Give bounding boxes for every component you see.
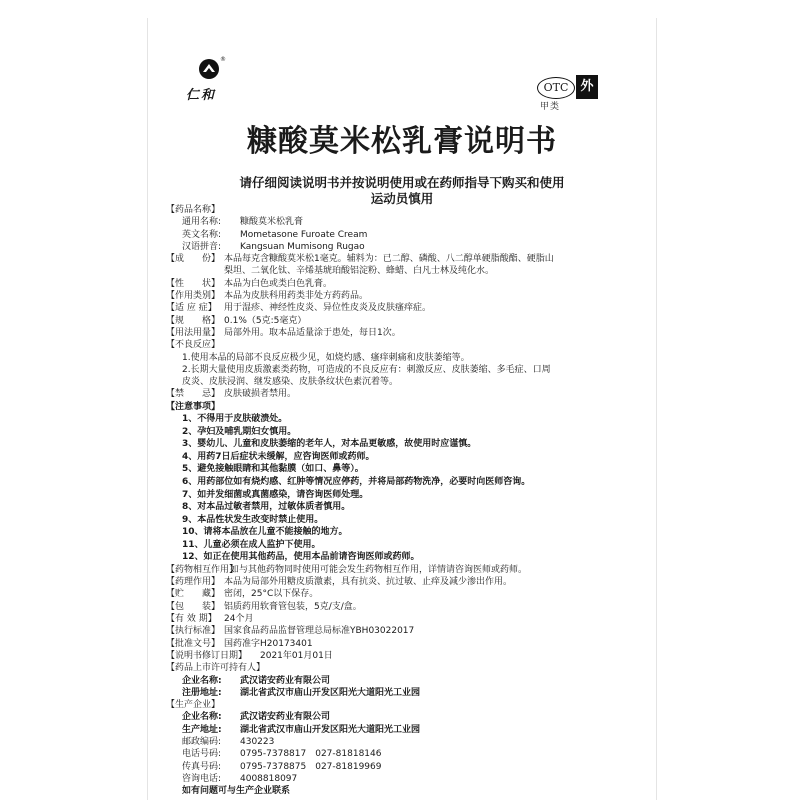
composition-row: 【成 份】 本品每克含糠酸莫米松1毫克。辅料为：已二醇、磷酸、八二醇单硬脂酸酯、硬脂山 (166, 254, 554, 265)
brand-logo (184, 54, 236, 114)
hotline-row: 咨询电话: 4008818097 (182, 773, 298, 784)
english-name-row: 英文名称: Mometasone Furoate Cream (182, 229, 368, 240)
revision-row: 【说明书修订日期】 2021年01月01日 (166, 650, 333, 661)
manufacturer-address-row: 生产地址: 湖北省武汉市庙山开发区阳光大道阳光工业园 (182, 724, 421, 735)
standard-row: 【执行标准】 国家食品药品监督管理总局标准YBH03022017 (166, 626, 415, 637)
zip-row: 邮政编码: 430223 (182, 737, 275, 748)
otc-class: 甲类 (540, 102, 561, 112)
drug-name-header: 【药品名称】 (166, 205, 221, 215)
precaution-item: 4、用药7日后症状未缓解，应咨询医师或药师。 (182, 451, 375, 462)
usage-notice: 请仔细阅读说明书并按说明使用或在药师指导下购买和使用 (239, 175, 565, 190)
storage-row: 【贮 藏】 密闭，25°C以下保存。 (166, 589, 319, 600)
precaution-item: 7、如并发细菌或真菌感染，请咨询医师处理。 (182, 489, 369, 500)
precaution-item: 11、儿童必须在成人监护下使用。 (182, 539, 321, 550)
precautions-section (166, 401, 646, 564)
adverse-item-2-cont: 皮炎、皮肤浸润、继发感染、皮肤条纹状色素沉着等。 (182, 377, 399, 388)
pharmacology-row: 【药理作用】 本品为局部外用糖皮质激素，具有抗炎、抗过敏、止痒及减少渗出作用。 (166, 577, 513, 588)
otc-badge (537, 75, 594, 119)
document-title: 糠酸莫米松乳膏说明书 (247, 124, 557, 159)
manufacturer-header: 【生产企业】 (166, 700, 221, 711)
precaution-item: 10、请将本品放在儿童不能接触的地方。 (182, 527, 348, 538)
approval-row: 【批准文号】 国药准字H20173401 (166, 638, 313, 649)
manufacturer-name-row: 企业名称: 武汉诺安药业有限公司 (182, 712, 331, 723)
holder-header: 【药品上市许可持有人】 (166, 663, 266, 674)
precaution-item: 12、如正在使用其他药品，使用本品前请咨询医师或药师。 (182, 552, 420, 563)
precaution-item: 9、本品性状发生改变时禁止使用。 (182, 514, 324, 525)
leaflet-body (166, 204, 646, 798)
package-row: 【包 装】 铝质药用软膏管包装，5克/支/盒。 (166, 601, 362, 612)
holder-name-row: 企业名称: 武汉诺安药业有限公司 (182, 675, 331, 686)
category-row: 【作用类别】 本品为皮肤科用药类非处方药药品。 (166, 291, 369, 302)
precaution-item: 8、对本品过敏者禁用，过敏体质者慎用。 (182, 502, 351, 513)
precaution-item: 2、孕妇及哺乳期妇女慎用。 (182, 426, 297, 437)
phone-row: 电话号码: 0795-7378817 027-81818146 (182, 749, 382, 760)
composition-row-cont: 梨坦、二氧化钛、辛烯基琥珀酸铝淀粉、蜂蜡、白凡士林及纯化水。 (224, 266, 495, 277)
interactions-row: 【药物相互作用】如与其他药物同时使用可能会发生药物相互作用，详情请咨询医师或药师。 (166, 564, 528, 575)
footer-contact: 如有问题可与生产企业联系 (182, 786, 291, 797)
contraindications-row: 【禁 忌】 皮肤破损者禁用。 (166, 389, 297, 400)
properties-row: 【性 状】 本品为白色或类白色乳膏。 (166, 278, 333, 289)
precaution-item: 5、避免接触眼睛和其他黏膜（如口、鼻等）。 (182, 464, 364, 475)
indications-row: 【适 应 症】 用于湿疹、神经性皮炎、异位性皮炎及皮肤瘙痒症。 (166, 303, 432, 314)
registered-mark: ® (220, 56, 226, 63)
holder-address-row: 注册地址: 湖北省武汉市庙山开发区阳光大道阳光工业园 (182, 687, 421, 698)
spec-row: 【规 格】 0.1%（5克:5毫克） (166, 315, 307, 326)
external-use-mark: 外 (576, 75, 598, 99)
dosage-row: 【用法用量】 局部外用。取本品适量涂于患处，每日1次。 (166, 327, 401, 338)
precaution-item: 3、婴幼儿、儿童和皮肤萎缩的老年人，对本品更敏感，故使用时应谨慎。 (182, 439, 477, 450)
adverse-item-1: 1.使用本品的局部不良反应极少见，如烧灼感、瘙痒刺痛和皮肤萎缩等。 (182, 352, 470, 363)
brand-name: 仁和 (186, 88, 217, 103)
precautions-header: 【注意事项】 (166, 401, 221, 412)
fax-row: 传真号码: 0795-7378875 027-81819969 (182, 761, 382, 772)
precaution-item: 1、不得用于皮肤破溃处。 (182, 414, 288, 425)
brand-mark-icon (198, 58, 220, 80)
pinyin-name-row: 汉语拼音: Kangsuan Mumisong Rugao (182, 241, 365, 252)
otc-label: OTC (537, 77, 575, 99)
precaution-item: 6、用药部位如有烧灼感、红肿等情况应停药，并将局部药物洗净，必要时向医师咨询。 (182, 477, 531, 488)
athlete-notice: 运动员慎用 (370, 191, 434, 206)
generic-name-row: 通用名称: 糠酸莫米松乳膏 (182, 217, 304, 228)
adverse-header: 【不良反应】 (166, 340, 221, 351)
leaflet-sheet (147, 18, 657, 800)
adverse-item-2: 2.长期大量使用皮质激素类药物，可造成的不良反应有：刺激反应、皮肤萎缩、多毛症、口周 (182, 364, 551, 375)
validity-row: 【有 效 期】 24个月 (166, 614, 254, 625)
